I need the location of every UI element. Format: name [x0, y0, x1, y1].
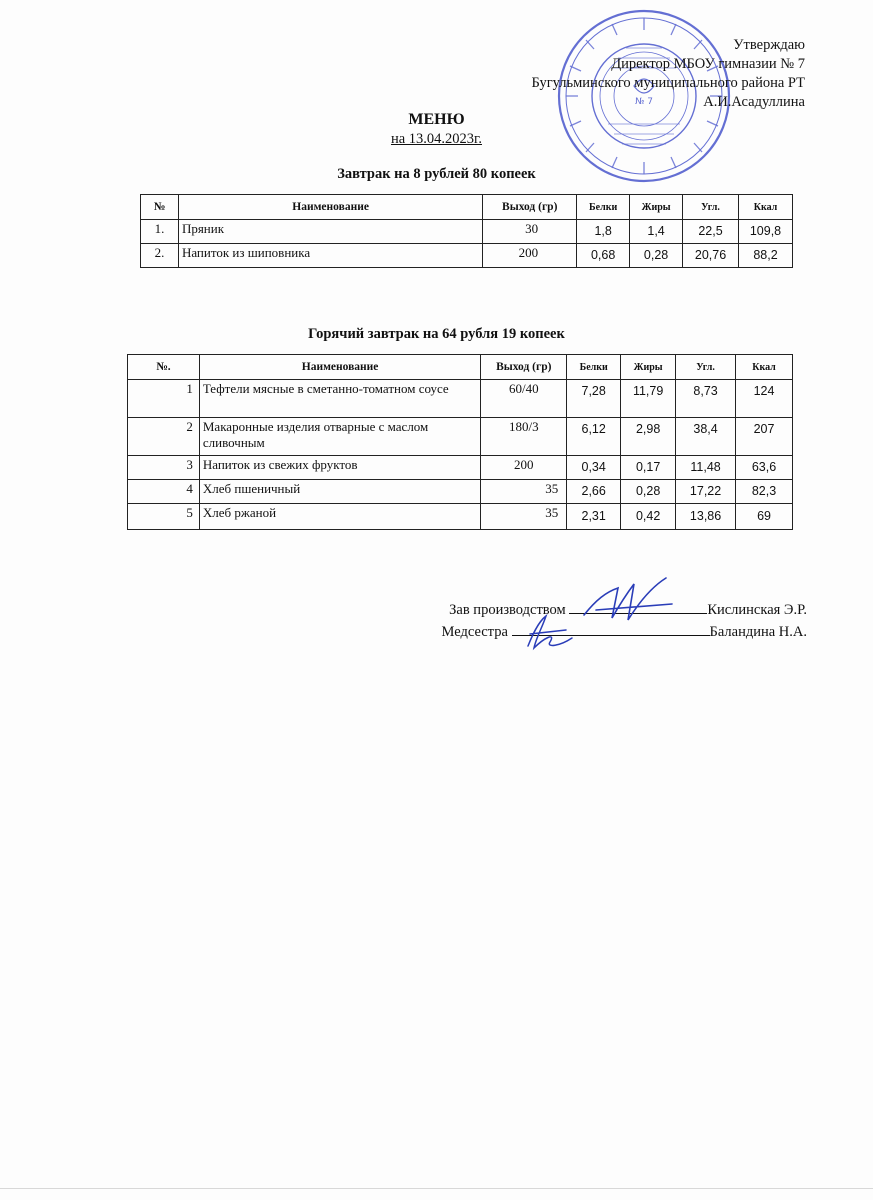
col-carbs: Угл. — [676, 355, 736, 380]
col-number: №. — [128, 355, 200, 380]
hot-breakfast-title: Горячий завтрак на 64 рубля 19 копеек — [308, 326, 565, 342]
row-kcal: 82,3 — [736, 480, 793, 504]
row-carbs: 20,76 — [683, 244, 739, 268]
row-fat: 0,17 — [621, 456, 676, 480]
row-kcal: 88,2 — [738, 244, 792, 268]
row-carbs: 8,73 — [676, 380, 736, 418]
row-output: 200 — [481, 456, 567, 480]
col-protein: Белки — [577, 195, 630, 220]
row-protein: 0,68 — [577, 244, 630, 268]
row-fat: 2,98 — [621, 418, 676, 456]
row-carbs: 17,22 — [676, 480, 736, 504]
page-bottom-edge — [0, 1188, 873, 1189]
row-name: Напиток из шиповника — [178, 244, 482, 268]
row-carbs: 13,86 — [676, 504, 736, 530]
col-carbs: Угл. — [683, 195, 739, 220]
table-header-row — [128, 355, 793, 380]
nurse-signature-scribble — [520, 608, 580, 652]
row-output: 35 — [481, 504, 567, 530]
hot-breakfast-table — [127, 354, 793, 530]
col-fat: Жиры — [630, 195, 683, 220]
row-name: Хлеб ржаной — [199, 504, 480, 530]
row-fat: 1,4 — [630, 220, 683, 244]
nurse-label: Медсестра — [441, 624, 508, 640]
col-name: Наименование — [178, 195, 482, 220]
approval-line-1: Утверждаю — [733, 37, 805, 53]
row-carbs: 38,4 — [676, 418, 736, 456]
row-carbs: 22,5 — [683, 220, 739, 244]
table-row — [128, 504, 793, 530]
row-name: Макаронные изделия отварные с маслом сливочным — [199, 418, 480, 456]
nurse-name: Баландина Н.А. — [709, 624, 807, 640]
table-row — [128, 480, 793, 504]
row-number: 2. — [141, 244, 179, 268]
row-number: 2 — [128, 418, 200, 456]
svg-text:№ 7: № 7 — [635, 97, 653, 107]
row-protein: 7,28 — [567, 380, 621, 418]
production-label: Зав производством — [449, 602, 566, 618]
row-kcal: 63,6 — [736, 456, 793, 480]
row-protein: 6,12 — [567, 418, 621, 456]
col-kcal: Ккал — [738, 195, 792, 220]
approval-block — [532, 36, 806, 112]
row-kcal: 109,8 — [738, 220, 792, 244]
row-output: 200 — [483, 244, 577, 268]
row-protein: 2,66 — [567, 480, 621, 504]
row-number: 1 — [128, 380, 200, 418]
row-kcal: 207 — [736, 418, 793, 456]
row-number: 5 — [128, 504, 200, 530]
table-row — [128, 418, 793, 456]
production-signature-scribble — [576, 570, 686, 630]
table-header-row — [141, 195, 793, 220]
approval-line-4: А.И.Асадуллина — [703, 94, 805, 110]
col-kcal: Ккал — [736, 355, 793, 380]
row-kcal: 69 — [736, 504, 793, 530]
approval-line-2: Директор МБОУ гимназии № 7 — [611, 56, 805, 72]
col-name: Наименование — [199, 355, 480, 380]
col-output: Выход (гр) — [483, 195, 577, 220]
col-protein: Белки — [567, 355, 621, 380]
row-number: 3 — [128, 456, 200, 480]
row-name: Пряник — [178, 220, 482, 244]
row-name: Тефтели мясные в сметанно-томатном соусе — [199, 380, 480, 418]
row-kcal: 124 — [736, 380, 793, 418]
row-protein: 1,8 — [577, 220, 630, 244]
col-number: № — [141, 195, 179, 220]
row-number: 4 — [128, 480, 200, 504]
row-name: Напиток из свежих фруктов — [199, 456, 480, 480]
row-name: Хлеб пшеничный — [199, 480, 480, 504]
row-fat: 0,42 — [621, 504, 676, 530]
row-output: 30 — [483, 220, 577, 244]
row-fat: 11,79 — [621, 380, 676, 418]
col-output: Выход (гр) — [481, 355, 567, 380]
production-name: Кислинская Э.Р. — [707, 602, 807, 618]
page-title: МЕНЮ — [408, 111, 465, 128]
row-carbs: 11,48 — [676, 456, 736, 480]
row-number: 1. — [141, 220, 179, 244]
menu-date: на 13.04.2023г. — [390, 131, 482, 147]
table-row — [141, 220, 793, 244]
breakfast-title: Завтрак на 8 рублей 80 копеек — [337, 166, 536, 182]
table-row — [128, 380, 793, 418]
row-protein: 0,34 — [567, 456, 621, 480]
table-row — [128, 456, 793, 480]
row-output: 180/3 — [481, 418, 567, 456]
breakfast-table — [140, 194, 793, 268]
approval-line-3: Бугульминского муниципального района РТ — [531, 75, 805, 91]
row-output: 60/40 — [481, 380, 567, 418]
col-fat: Жиры — [621, 355, 676, 380]
row-fat: 0,28 — [621, 480, 676, 504]
row-protein: 2,31 — [567, 504, 621, 530]
row-fat: 0,28 — [630, 244, 683, 268]
row-output: 35 — [481, 480, 567, 504]
table-row — [141, 244, 793, 268]
